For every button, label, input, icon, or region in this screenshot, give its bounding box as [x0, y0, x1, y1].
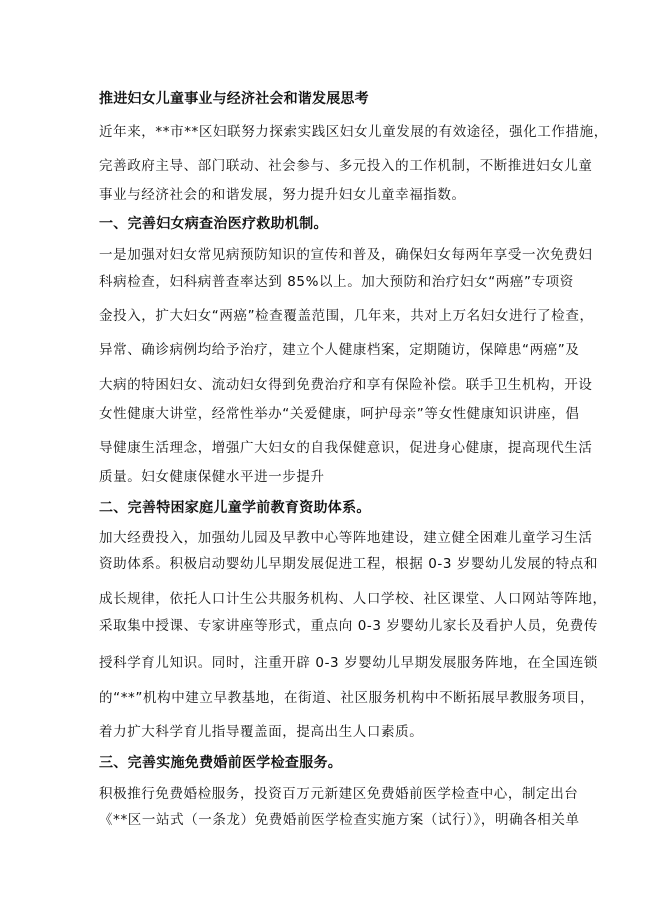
- section-2-line: 成长规律，依托人口计生公共服务机构、人口学校、社区课堂、人口网站等阵地，: [99, 591, 607, 607]
- section-1-line: 科病检查，妇科病普查率达到 85%以上。加大预防和治疗妇女“两癌”专项资: [99, 274, 574, 290]
- intro-line: 完善政府主导、部门联动、社会参与、多元投入的工作机制，不断推进妇女儿童: [99, 158, 593, 174]
- section-1-line: 质量。妇女健康保健水平进一步提升: [99, 469, 325, 485]
- section-1-line: 导健康生活理念，增强广大妇女的自我保健意识，促进身心健康，提高现代生活: [99, 440, 593, 456]
- section-2-line: 加大经费投入，加强幼儿园及早教中心等阵地建设，建立健全困难儿童学习生活: [99, 530, 593, 546]
- section-2-line: 的“**”机构中建立早教基地，在街道、社区服务机构中不断拓展早教服务项目，: [99, 690, 595, 706]
- section-2-line: 资助体系。积极启动婴幼儿早期发展促进工程，根据 0-3 岁婴幼儿发展的特点和: [99, 556, 598, 572]
- section-heading-1: 一、完善妇女病查治医疗救助机制。: [99, 216, 328, 232]
- intro-line: 近年来，**市**区妇联努力探索实践区妇女儿童发展的有效途径，强化工作措施，: [99, 124, 608, 140]
- section-heading-3: 三、完善实施免费婚前医学检查服务。: [99, 755, 343, 771]
- section-1-line: 女性健康大讲堂，经常性举办“关爱健康，呵护母亲”等女性健康知识讲座，倡: [99, 406, 580, 422]
- intro-line: 事业与经济社会的和谐发展，努力提升妇女儿童幸福指数。: [99, 187, 466, 203]
- section-1-line: 一是加强对妇女常见病预防知识的宣传和普及，确保妇女每两年享受一次免费妇: [99, 247, 593, 263]
- section-2-line: 采取集中授课、专家讲座等形式，重点向 0-3 岁婴幼儿家长及看护人员，免费传: [99, 618, 598, 634]
- section-2-line: 着力扩大科学育儿指导覆盖面，提高出生人口素质。: [99, 724, 424, 740]
- section-1-line: 金投入，扩大妇女“两癌”检查覆盖范围，几年来，共对上万名妇女进行了检查，: [99, 308, 594, 324]
- section-heading-2: 二、完善特困家庭儿童学前教育资助体系。: [99, 500, 371, 516]
- document-title: 推进妇女儿童事业与经济社会和谐发展思考: [99, 91, 369, 107]
- section-3-line: 《**区一站式（一条龙）免费婚前医学检查实施方案（试行）》，明确各相关单: [99, 812, 580, 828]
- section-1-line: 大病的特困妇女、流动妇女得到免费治疗和享有保险补偿。联手卫生机构，开设: [99, 377, 593, 393]
- section-2-line: 授科学育儿知识。同时，注重开辟 0-3 岁婴幼儿早期发展服务阵地，在全国连锁: [99, 655, 598, 671]
- section-1-line: 异常、确诊病例均给予治疗，建立个人健康档案，定期随访，保障患“两癌”及: [99, 342, 580, 358]
- section-3-line: 积极推行免费婚检服务，投资百万元新建区免费婚前医学检查中心，制定出台: [99, 786, 579, 802]
